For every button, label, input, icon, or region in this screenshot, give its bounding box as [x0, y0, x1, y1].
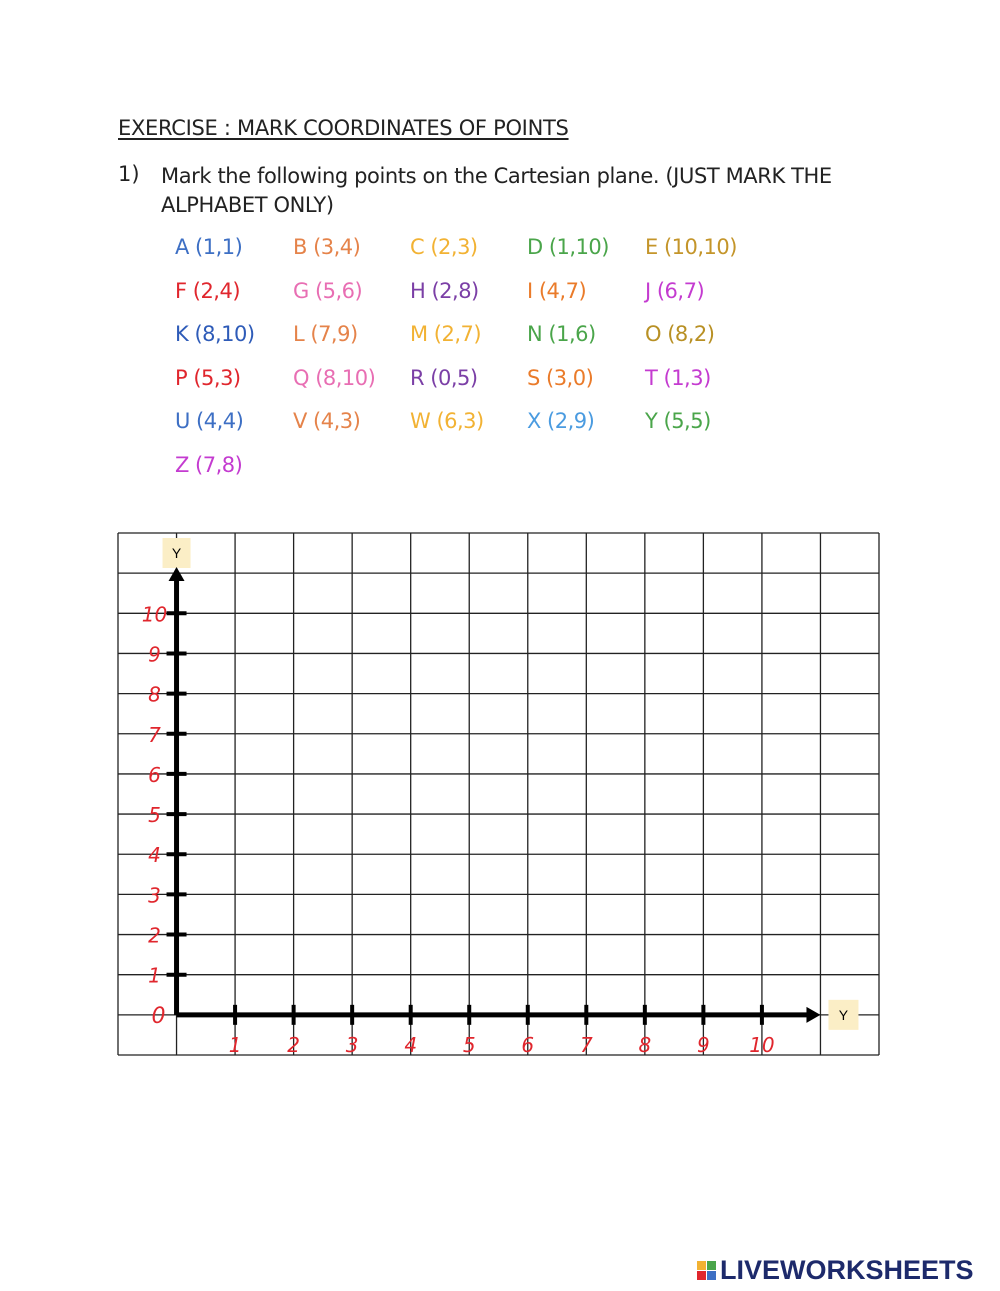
- logo-icon: [697, 1261, 716, 1280]
- point-item: X (2,9): [527, 409, 595, 434]
- point-item: R (0,5): [410, 365, 478, 390]
- point-item: K (8,10): [175, 322, 255, 347]
- logo-mark-tile: [697, 1271, 706, 1280]
- point-item: Z (7,8): [175, 453, 243, 477]
- point-item: T (1,3): [645, 365, 711, 390]
- x-tick-label: 4: [404, 1032, 418, 1057]
- point-item: D (1,10): [527, 235, 609, 259]
- logo-mark-tile: [697, 1261, 706, 1270]
- point-item: F (2,4): [175, 278, 241, 303]
- x-tick-label: 7: [579, 1032, 593, 1057]
- point-item: B (3,4): [293, 235, 361, 259]
- point-item: M (2,7): [410, 322, 482, 347]
- x-axis-label: Y: [838, 1006, 849, 1023]
- x-tick-label: 3: [345, 1032, 359, 1057]
- y-tick-label: 6: [148, 762, 161, 787]
- point-item: V (4,3): [293, 409, 361, 434]
- y-tick-label: 7: [148, 722, 161, 747]
- logo-mark-tile: [707, 1271, 716, 1280]
- point-item: J (6,7): [645, 278, 705, 303]
- y-tick-label: 3: [148, 883, 161, 908]
- point-item: W (6,3): [410, 409, 484, 434]
- y-tick-label: 1: [148, 963, 161, 988]
- y-tick-label: 8: [148, 682, 161, 707]
- x-tick-label: 1: [228, 1032, 242, 1057]
- point-item: O (8,2): [645, 322, 715, 347]
- y-tick-label: 4: [148, 843, 161, 868]
- y-axis-arrow: [169, 567, 185, 581]
- point-item: N (1,6): [527, 322, 596, 347]
- point-item: Q (8,10): [293, 365, 376, 390]
- logo-text: LIVEWORKSHEETS: [720, 1254, 974, 1285]
- point-item: I (4,7): [527, 278, 587, 303]
- x-tick-label: 10: [749, 1032, 775, 1057]
- y-tick-label: 2: [148, 923, 161, 948]
- point-item: L (7,9): [293, 322, 358, 347]
- question-number: 1): [118, 162, 140, 186]
- point-item: Y (5,5): [645, 409, 711, 434]
- x-tick-label: 2: [287, 1032, 300, 1057]
- x-tick-label: 9: [697, 1032, 710, 1057]
- x-axis-arrow: [806, 1007, 820, 1023]
- x-tick-label: 6: [521, 1032, 535, 1057]
- liveworksheets-logo: [697, 1253, 974, 1287]
- x-tick-label: 8: [638, 1032, 652, 1057]
- y-tick-label: 5: [148, 803, 161, 828]
- point-item: E (10,10): [645, 235, 737, 259]
- point-item: A (1,1): [175, 235, 243, 259]
- point-item: P (5,3): [175, 365, 241, 390]
- y-tick-label: 10: [141, 602, 168, 627]
- x-tick-label: 5: [462, 1032, 476, 1057]
- point-item: H (2,8): [410, 278, 479, 303]
- y-tick-label: 9: [148, 642, 161, 667]
- point-item: C (2,3): [410, 235, 478, 259]
- question-instruction: Mark the following points on the Cartesian plane. (JUST MARK THE ALPHABET ONLY): [161, 164, 832, 217]
- y-axis-label: Y: [171, 545, 182, 561]
- point-item: S (3,0): [527, 365, 594, 390]
- logo-mark-tile: [707, 1261, 716, 1270]
- origin-label: 0: [151, 1003, 166, 1029]
- point-item: G (5,6): [293, 278, 363, 303]
- point-item: U (4,4): [175, 409, 244, 434]
- worksheet-title: EXERCISE : MARK COORDINATES OF POINTS: [118, 116, 569, 140]
